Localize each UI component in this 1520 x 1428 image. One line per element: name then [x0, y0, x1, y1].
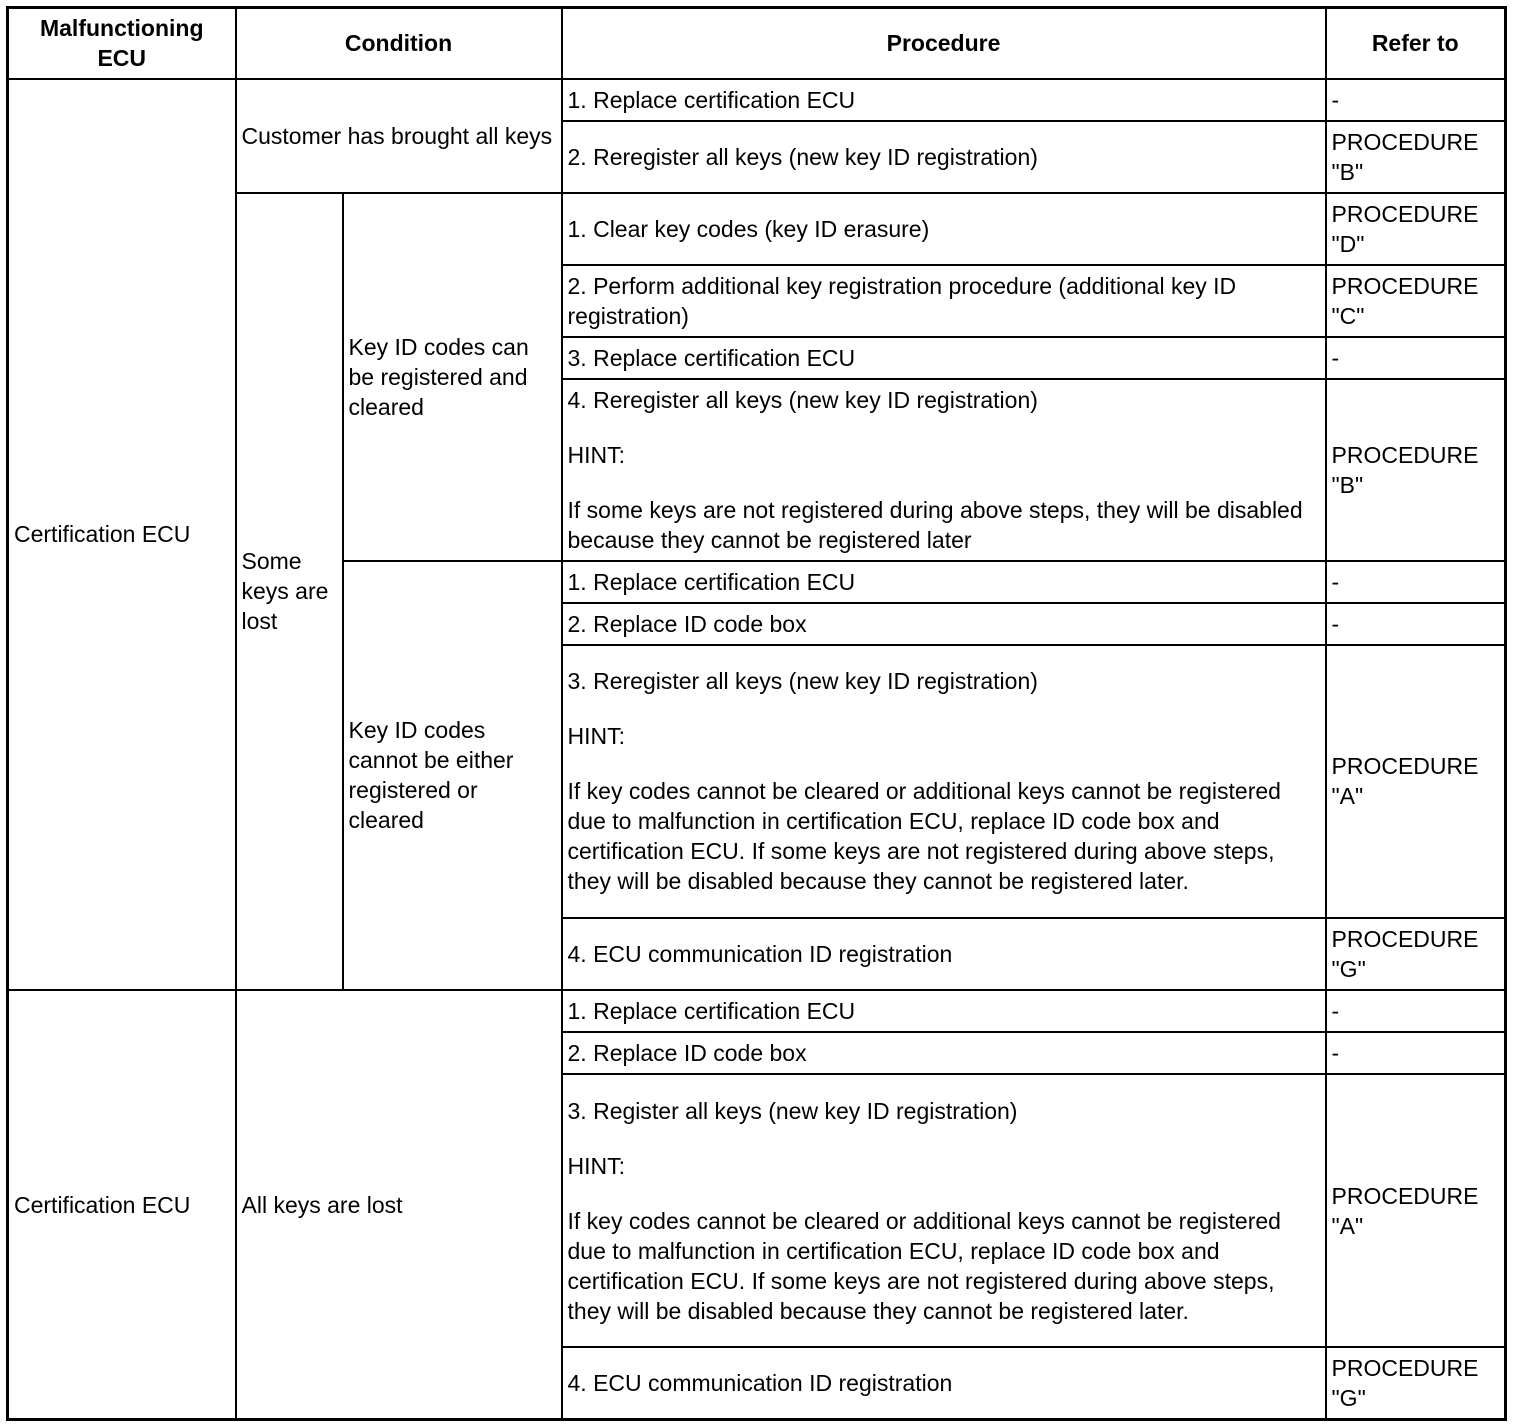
procedure-step: 3. Register all keys (new key ID registration)	[567, 1097, 1018, 1124]
procedure-cell: 2. Perform additional key registration procedure (additional key ID registration)	[562, 265, 1326, 337]
procedure-cell: 1. Clear key codes (key ID erasure)	[562, 193, 1326, 265]
ecu-procedure-table	[6, 6, 1507, 1421]
header-row	[8, 8, 1506, 79]
procedure-step: 4. Reregister all keys (new key ID registration)	[567, 386, 1038, 413]
refer-cell: PROCEDURE "A"	[1326, 1074, 1506, 1347]
sub-condition-cell: Key ID codes cannot be either registered or cleared	[343, 561, 562, 990]
ecu-cell: Certification ECU	[8, 79, 236, 991]
condition-cell: Some keys are lost	[236, 193, 343, 991]
refer-cell: -	[1326, 337, 1506, 379]
procedure-cell	[562, 1074, 1326, 1347]
table-row	[8, 79, 1506, 121]
header-condition: Condition	[236, 8, 562, 79]
hint-text: If key codes cannot be cleared or additional keys cannot be registered due to malfunction in certification ECU, replace ID code box and certification ECU. If some keys are not registered during above steps, they will be disabled because they cannot be registered later.	[567, 778, 1281, 895]
table-row	[8, 990, 1506, 1032]
procedure-cell: 2. Replace ID code box	[562, 603, 1326, 645]
refer-cell: PROCEDURE "G"	[1326, 1347, 1506, 1419]
refer-cell: -	[1326, 603, 1506, 645]
refer-cell: -	[1326, 990, 1506, 1032]
hint-label: HINT:	[567, 723, 626, 750]
procedure-cell: 2. Replace ID code box	[562, 1032, 1326, 1074]
procedure-cell: 1. Replace certification ECU	[562, 561, 1326, 603]
procedure-cell: 4. ECU communication ID registration	[562, 1347, 1326, 1419]
hint-label: HINT:	[567, 441, 626, 468]
refer-cell: -	[1326, 1032, 1506, 1074]
sub-condition-cell: Key ID codes can be registered and cleared	[343, 193, 562, 561]
condition-cell: All keys are lost	[236, 990, 562, 1419]
procedure-cell: 3. Replace certification ECU	[562, 337, 1326, 379]
refer-cell: PROCEDURE "D"	[1326, 193, 1506, 265]
refer-cell: PROCEDURE "B"	[1326, 379, 1506, 561]
procedure-cell: 4. ECU communication ID registration	[562, 918, 1326, 990]
refer-cell: PROCEDURE "B"	[1326, 121, 1506, 193]
procedure-cell	[562, 379, 1326, 561]
hint-text: If key codes cannot be cleared or additional keys cannot be registered due to malfunction in certification ECU, replace ID code box and certification ECU. If some keys are not registered during above steps, they will be disabled because they cannot be registered later.	[567, 1207, 1281, 1324]
refer-cell: PROCEDURE "C"	[1326, 265, 1506, 337]
procedure-step: 3. Reregister all keys (new key ID registration)	[567, 668, 1038, 695]
hint-label: HINT:	[567, 1152, 626, 1179]
hint-text: If some keys are not registered during above steps, they will be disabled because they cannot be registered later	[567, 496, 1303, 553]
refer-cell: PROCEDURE "A"	[1326, 645, 1506, 918]
header-malfunctioning-ecu: Malfunctioning ECU	[8, 8, 236, 79]
header-procedure: Procedure	[562, 8, 1326, 79]
header-refer-to: Refer to	[1326, 8, 1506, 79]
procedure-cell	[562, 645, 1326, 918]
refer-cell: -	[1326, 561, 1506, 603]
ecu-cell: Certification ECU	[8, 990, 236, 1419]
condition-cell: Customer has brought all keys	[236, 79, 562, 193]
procedure-cell: 1. Replace certification ECU	[562, 79, 1326, 121]
refer-cell: PROCEDURE "G"	[1326, 918, 1506, 990]
procedure-cell: 1. Replace certification ECU	[562, 990, 1326, 1032]
procedure-cell: 2. Reregister all keys (new key ID registration)	[562, 121, 1326, 193]
refer-cell: -	[1326, 79, 1506, 121]
